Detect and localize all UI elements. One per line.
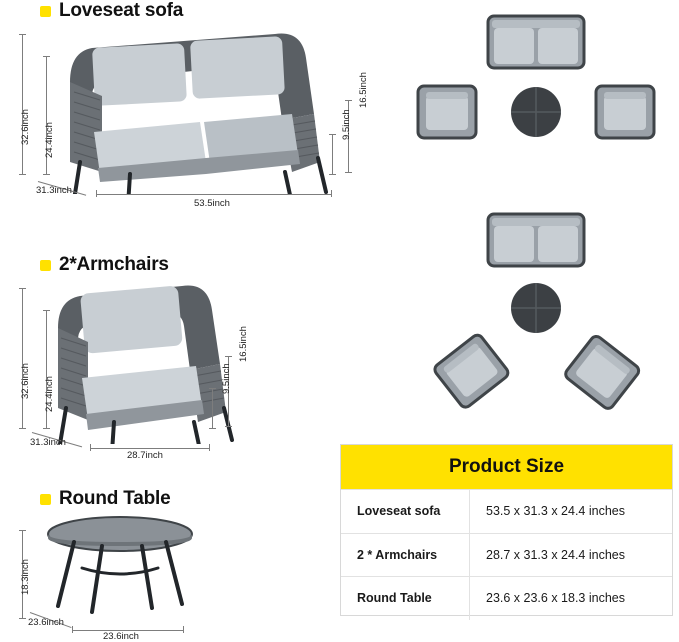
- section-title-loveseat-label: Loveseat sofa: [59, 0, 184, 21]
- loveseat-height-outer-label: 32.6inch: [20, 109, 31, 145]
- tick: [209, 444, 210, 451]
- table-row: [341, 489, 672, 533]
- armchair-seat-inner-label: 9.5inch: [221, 363, 232, 394]
- table-width-label: 23.6inch: [103, 631, 139, 642]
- tick: [329, 134, 336, 135]
- table-cell-value: 23.6 x 23.6 x 18.3 inches: [469, 577, 672, 620]
- tick: [19, 288, 26, 289]
- tick: [19, 530, 26, 531]
- tick: [19, 174, 26, 175]
- section-title-table-label: Round Table: [59, 488, 171, 509]
- tick: [19, 618, 26, 619]
- tick: [43, 310, 50, 311]
- tick: [209, 428, 216, 429]
- loveseat-seat-inner-line: [332, 134, 333, 174]
- layout-arrangement-facing: [400, 8, 670, 178]
- round-table-illustration: [30, 508, 210, 620]
- loveseat-depth-label: 31.3inch: [36, 185, 72, 196]
- tick: [19, 34, 26, 35]
- table-cell-value: 53.5 x 31.3 x 24.4 inches: [469, 490, 672, 533]
- tick: [225, 426, 232, 427]
- tick: [72, 626, 73, 633]
- loveseat-height-outer-line: [22, 34, 23, 174]
- loveseat-illustration: [30, 22, 350, 194]
- loveseat-seat-outer-label: 16.5inch: [358, 72, 369, 108]
- section-title-loveseat: [40, 0, 183, 22]
- tick: [96, 190, 97, 197]
- table-cell-value: 28.7 x 31.3 x 24.4 inches: [469, 534, 672, 577]
- table-height-label: 18.3inch: [20, 559, 31, 595]
- bullet-icon: [40, 6, 51, 17]
- tick: [345, 172, 352, 173]
- tick: [43, 428, 50, 429]
- table-row: [341, 576, 672, 620]
- section-title-armchairs-label: 2*Armchairs: [59, 254, 169, 275]
- table-cell-name: Round Table: [357, 591, 432, 606]
- table-cell-name: 2 * Armchairs: [357, 547, 438, 562]
- armchair-height-outer-line: [22, 288, 23, 428]
- loveseat-width-line: [96, 194, 332, 195]
- armchair-width-label: 28.7inch: [127, 450, 163, 461]
- table-cell-name: Loveseat sofa: [357, 504, 441, 519]
- armchair-width-line: [90, 448, 210, 449]
- armchair-illustration: [30, 272, 260, 444]
- loveseat-seat-inner-label: 9.5inch: [341, 109, 352, 140]
- armchair-height-outer-label: 32.6inch: [20, 363, 31, 399]
- tick: [183, 626, 184, 633]
- tick: [209, 388, 216, 389]
- armchair-seat-outer-label: 16.5inch: [238, 326, 249, 362]
- armchair-height-inner-label: 24.4inch: [44, 376, 55, 412]
- bullet-icon: [40, 260, 51, 271]
- section-title-table: [40, 488, 170, 510]
- loveseat-width-label: 53.5inch: [194, 198, 230, 209]
- armchair-depth-label: 31.3inch: [30, 437, 66, 448]
- tick: [19, 428, 26, 429]
- tick: [225, 356, 232, 357]
- table-row: [341, 533, 672, 577]
- armchair-seat-inner-line: [212, 388, 213, 428]
- tick: [43, 56, 50, 57]
- product-size-title: Product Size: [341, 445, 672, 489]
- tick: [331, 190, 332, 197]
- layout-arrangement-angled: [400, 206, 670, 416]
- tick: [345, 100, 352, 101]
- loveseat-height-inner-label: 24.4inch: [44, 122, 55, 158]
- tick: [43, 174, 50, 175]
- tick: [90, 444, 91, 451]
- tick: [329, 174, 336, 175]
- product-size-table: [340, 444, 673, 616]
- table-depth-label: 23.6inch: [28, 617, 64, 628]
- bullet-icon: [40, 494, 51, 505]
